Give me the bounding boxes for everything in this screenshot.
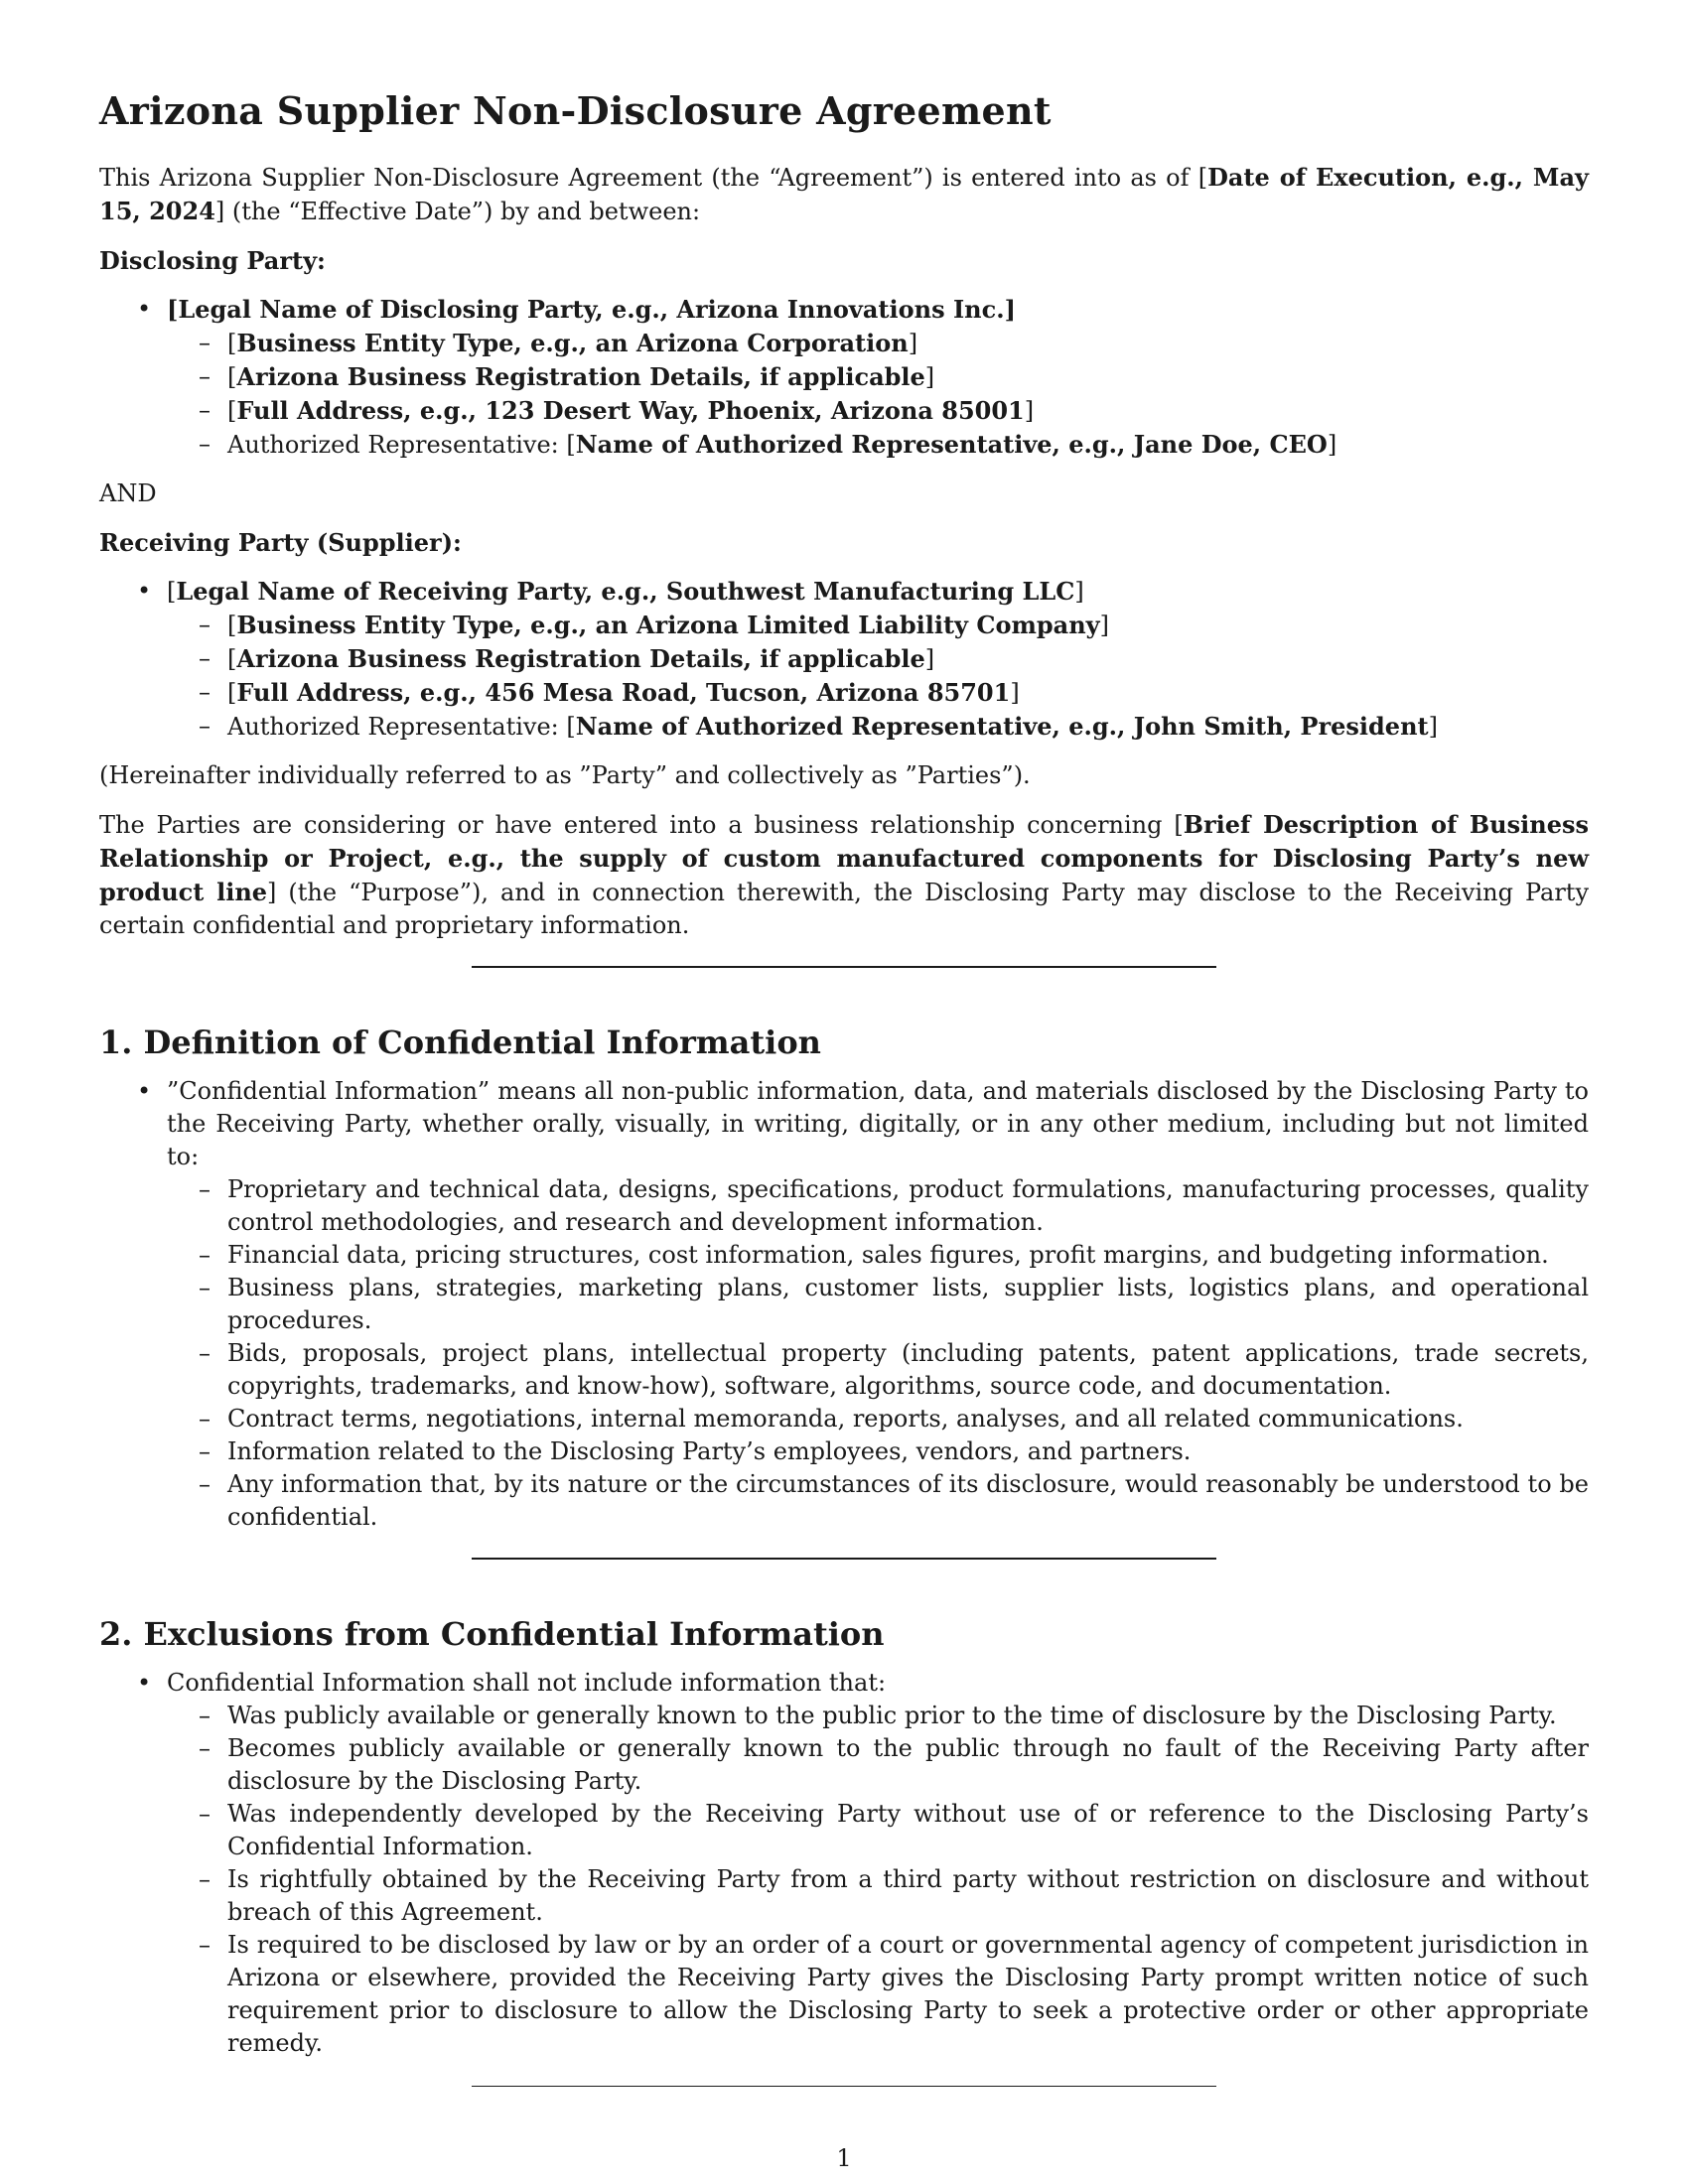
list-item: – Is required to be disclosed by law or by an order of a court or governmental agency of competent jurisdiction in Arizona or elsewhere, provided the Receiving Party gives the Disclosing Party prompt written notice of such requirement prior to disclosure to allow the Disclosing Party to seek a protective order or other appropriate remedy. [167,1929,1589,2060]
receiving-party-list [99,575,1589,744]
list-item: – Business plans, strategies, marketing plans, customer lists, supplier lists, logistics plans, and operational procedures. [167,1272,1589,1337]
list-item: – Authorized Representative: [Name of Authorized Representative, e.g., Jane Doe, CEO] [167,428,1589,462]
receiving-party-name: Legal Name of Receiving Party, e.g., Southwest Manufacturing LLC [176,577,1075,606]
list-item: • [Legal Name of Receiving Party, e.g., Southwest Manufacturing LLC] – [Business Entity Type, e.g., an Arizona Limited Liability Company] – [Arizona Business Registration Details, if applicable] – [Full Address, e.g., 456 Mesa Road, Tucson, Arizona 85701] – Authorized Representative: [Name of Authorized Representative, e.g., John Smith, President] [99,575,1589,744]
receiving-party-details [167,609,1589,744]
registration-placeholder: Arizona Business Registration Details, if applicable [236,362,925,391]
list-item: – [Full Address, e.g., 123 Desert Way, Phoenix, Arizona 85001] [167,394,1589,428]
section-divider [472,1558,1216,1560]
list-item: – Proprietary and technical data, designs, specifications, product formulations, manufacturing processes, quality control methodologies, and research and development information. [167,1173,1589,1239]
disclosing-party-name: [Legal Name of Disclosing Party, e.g., Arizona Innovations Inc.] [167,295,1016,324]
section-2-subitems [167,1700,1589,2060]
disclosing-party-list [99,293,1589,462]
list-item: – Financial data, pricing structures, cost information, sales figures, profit margins, and budgeting information. [167,1239,1589,1272]
list-item: – Was independently developed by the Receiving Party without use of or reference to the Disclosing Party’s Confidential Information. [167,1798,1589,1863]
intro-paragraph [99,161,1589,228]
section-divider [472,966,1216,968]
list-item: – Becomes publicly available or generally known to the public through no fault of the Receiving Party after disclosure by the Disclosing Party. [167,1732,1589,1798]
date-placeholder: Date of Execution, e.g., May 15, 2024 [99,163,1589,225]
address-placeholder: Full Address, e.g., 123 Desert Way, Phoenix, Arizona 85001 [236,396,1025,425]
purpose-paragraph: The Parties are considering or have entered into a business relationship concerning [Brief Description of Business Relationship or Project, e.g., the supply of custom manufactured components for Disclosing Party’s new product line] (the “Purpose”), and in connection therewith, the Disclosing Party may disclose to the Receiving Party certain confidential and proprietary information. [99,810,1589,939]
document-title: Arizona Supplier Non-Disclosure Agreement [99,88,1052,133]
list-item: – Contract terms, negotiations, internal memoranda, reports, analyses, and all related communications. [167,1403,1589,1435]
section-2-list [99,1667,1589,2060]
list-item: – Was publicly available or generally known to the public prior to the time of disclosure by the Disclosing Party. [167,1700,1589,1732]
disclosing-party-label: Disclosing Party: [99,246,326,275]
purpose-placeholder: Brief Description of Business Relationship or Project, e.g., the supply of custom manufactured components for Disclosing Party’s new product line [99,810,1589,906]
section-divider [472,2086,1216,2087]
entity-type-placeholder: Business Entity Type, e.g., an Arizona Limited Liability Company [236,611,1100,639]
list-item [99,293,1589,462]
and-separator: AND [99,479,157,507]
list-item: – Bids, proposals, project plans, intellectual property (including patents, patent applications, trade secrets, copyrights, trademarks, and know-how), software, algorithms, source code, and documentation. [167,1337,1589,1403]
section-2-heading: 2. Exclusions from Confidential Information [99,1615,885,1653]
list-item: – Any information that, by its nature or the circumstances of its disclosure, would reasonably be understood to be confidential. [167,1468,1589,1534]
intro-text-end: ] (the “Effective Date”) by and between: [214,198,701,225]
disclosing-party-details [167,327,1589,462]
list-item: – [Business Entity Type, e.g., an Arizona Limited Liability Company] [167,609,1589,642]
document-body [99,87,1589,2140]
list-item: – [Arizona Business Registration Details, if applicable] [167,642,1589,676]
page-number: 1 [836,2144,852,2172]
representative-placeholder: Name of Authorized Representative, e.g., Jane Doe, CEO [575,430,1328,459]
list-item: – [Business Entity Type, e.g., an Arizona Corporation] [167,327,1589,360]
registration-placeholder: Arizona Business Registration Details, if applicable [236,644,925,673]
section-1-heading: 1. Definition of Confidential Information [99,1024,821,1061]
list-item [99,1075,1589,1534]
list-item: – Authorized Representative: [Name of Authorized Representative, e.g., John Smith, President] [167,710,1589,744]
intro-text: This Arizona Supplier Non-Disclosure Agreement (the “Agreement”) is entered into as of [ [99,164,1208,192]
section-1-lead: ”Confidential Information” means all non-public information, data, and materials disclosed by the Disclosing Party to the Receiving Party, whether orally, visually, in writing, digitally, or in any other medium, including but not limited to: [167,1077,1589,1170]
list-item: – [Full Address, e.g., 456 Mesa Road, Tucson, Arizona 85701] [167,676,1589,710]
representative-placeholder: Name of Authorized Representative, e.g., John Smith, President [575,712,1429,741]
section-2-lead: Confidential Information shall not include information that: [167,1669,887,1697]
list-item: – Information related to the Disclosing Party’s employees, vendors, and partners. [167,1435,1589,1468]
entity-type-placeholder: Business Entity Type, e.g., an Arizona Corporation [236,329,909,357]
hereinafter-paragraph: (Hereinafter individually referred to as ”Party” and collectively as ”Parties”). [99,761,1031,789]
list-item [99,1667,1589,2060]
address-placeholder: Full Address, e.g., 456 Mesa Road, Tucson, Arizona 85701 [236,678,1011,707]
section-1-list [99,1075,1589,1534]
list-item: – [Arizona Business Registration Details, if applicable] [167,360,1589,394]
receiving-party-label: Receiving Party (Supplier): [99,528,462,557]
section-1-subitems [167,1173,1589,1534]
list-item: – Is rightfully obtained by the Receiving Party from a third party without restriction on disclosure and without breach of this Agreement. [167,1863,1589,1929]
